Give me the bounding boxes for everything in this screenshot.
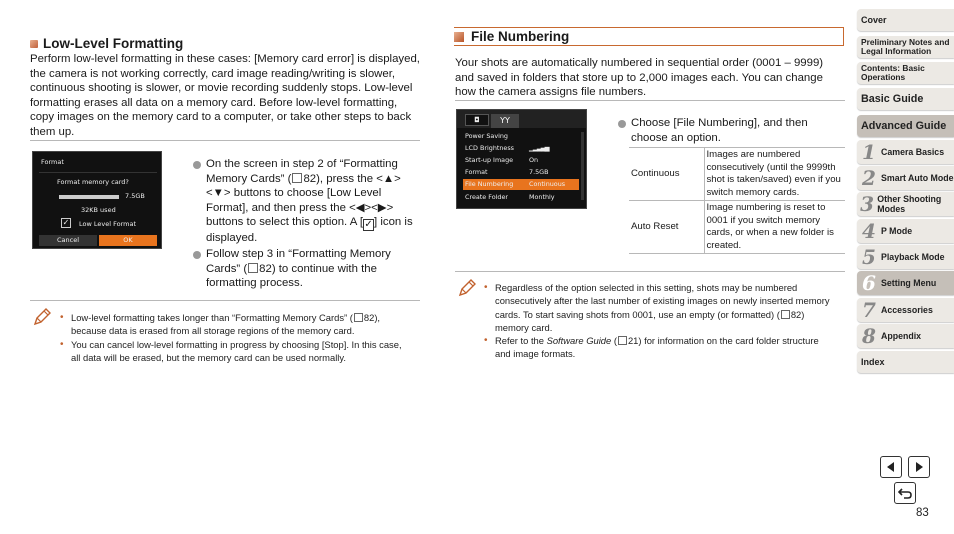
section-heading bbox=[30, 36, 420, 51]
divider bbox=[455, 100, 845, 101]
list-item: • Low-level formatting takes longer than “Formatting Memory Cards” ( 82), because data is erased from all storage regions of the memory card. bbox=[60, 311, 410, 338]
nav-chapter-1[interactable]: 1 Camera Basics bbox=[857, 140, 954, 164]
menu-row: Power Saving bbox=[465, 132, 508, 140]
nav-tab-contents[interactable]: Contents: Basic Operations bbox=[857, 62, 954, 84]
list-item: • Regardless of the option selected in this setting, shots may be numbered consecutively after the last number of existing images on newly inserted memory cards. To start saving shots from 0001, use an empty (or formatted) ( 82) memory card. bbox=[484, 281, 834, 334]
page-link[interactable]: 21 bbox=[627, 335, 639, 347]
table-row bbox=[629, 148, 845, 201]
section-title: File Numbering bbox=[471, 29, 570, 44]
section-marker-icon bbox=[454, 32, 464, 42]
menu-row: Create Folder Monthly bbox=[465, 193, 555, 201]
nav-tab-preliminary-notes[interactable]: Preliminary Notes and Legal Information bbox=[857, 36, 954, 58]
menu-row: LCD Brightness ▁▂▃▄▅ bbox=[465, 144, 549, 152]
page-link[interactable]: 82 bbox=[790, 308, 802, 320]
software-guide-title: Software Guide bbox=[546, 335, 612, 347]
section-title: Low-Level Formatting bbox=[43, 36, 184, 51]
table-cell-key: Continuous bbox=[629, 148, 704, 201]
arrow-right-icon bbox=[913, 461, 925, 473]
return-button[interactable] bbox=[894, 482, 916, 504]
file-numbering-options-table bbox=[629, 147, 845, 254]
table-cell-desc: Image numbering is reset to 0001 if you switch memory cards, or when a new folder is created. bbox=[704, 201, 845, 254]
option-label: Low Level Format bbox=[79, 220, 136, 228]
nav-tab-index[interactable]: Index bbox=[857, 351, 954, 373]
format-notes bbox=[60, 311, 410, 364]
nav-chapter-7[interactable]: 7 Accessories bbox=[857, 298, 954, 322]
nav-chapter-4[interactable]: 4 P Mode bbox=[857, 219, 954, 243]
table-cell-key: Auto Reset bbox=[629, 201, 704, 254]
reference-icon bbox=[354, 313, 363, 322]
list-item: • You can cancel low-level formatting in progress by choosing [Stop]. In this case, all data will be erased, but the memory card can be used normally. bbox=[60, 338, 410, 365]
page-link[interactable]: 82 bbox=[363, 312, 375, 323]
divider bbox=[30, 300, 420, 301]
list-item: Follow step 3 in “Formatting Memory Cards” ( 82) to continue with the formatting process. bbox=[193, 247, 423, 291]
reference-icon bbox=[781, 310, 790, 319]
divider bbox=[30, 140, 420, 141]
pencil-note-icon bbox=[457, 278, 477, 298]
settings-screen-illustration bbox=[456, 109, 587, 209]
previous-page-button[interactable] bbox=[880, 456, 902, 478]
file-numbering-notes bbox=[484, 281, 834, 361]
screen-tabs bbox=[457, 110, 586, 128]
nav-chapter-6[interactable]: 6 Setting Menu bbox=[857, 271, 954, 295]
menu-row: Format 7.5GB bbox=[465, 168, 549, 176]
table-row bbox=[629, 201, 845, 254]
screen-title: Format bbox=[41, 158, 64, 166]
format-screen-illustration bbox=[32, 151, 162, 249]
section-paragraph: Your shots are automatically numbered in sequential order (0001 – 9999) and saved in folders that store up to 2,000 images each. You can change how the camera assigns file numbers. bbox=[455, 57, 824, 98]
reference-icon bbox=[248, 263, 258, 273]
menu-row-selected: File Numbering Continuous bbox=[463, 179, 579, 190]
camera-tab-icon: ◘ bbox=[465, 114, 489, 126]
nav-tab-cover[interactable]: Cover bbox=[857, 9, 954, 31]
nav-chapter-2[interactable]: 2 Smart Auto Mode bbox=[857, 166, 954, 190]
page-link[interactable]: 82 bbox=[303, 172, 317, 185]
list-item: On the screen in step 2 of “Formatting Memory Cards” ( 82), press the <▲><▼> buttons to choose [Low Level Format], and then press the <◀><▶> buttons to select this option. A [✓] icon is displayed. bbox=[193, 157, 423, 246]
nav-chapter-8[interactable]: 8 Appendix bbox=[857, 324, 954, 348]
pencil-note-icon bbox=[32, 307, 52, 327]
capacity-bar bbox=[59, 195, 119, 199]
settings-tab-icon: ΥΥ bbox=[491, 114, 519, 128]
nav-tab-advanced-guide[interactable]: Advanced Guide bbox=[857, 115, 954, 137]
ok-button: OK bbox=[99, 235, 157, 246]
used-value: 32KB used bbox=[81, 206, 116, 214]
menu-row: Start-up Image On bbox=[465, 156, 539, 164]
section-marker-icon bbox=[30, 40, 38, 48]
return-arrow-icon bbox=[898, 487, 912, 499]
cancel-button: Cancel bbox=[39, 235, 97, 246]
format-steps bbox=[193, 157, 423, 292]
brightness-bar-icon: ▁▂▃▄▅ bbox=[529, 144, 549, 152]
next-page-button[interactable] bbox=[908, 456, 930, 478]
file-numbering-steps bbox=[618, 116, 846, 146]
page-link[interactable]: 82 bbox=[259, 262, 272, 275]
reference-icon bbox=[292, 173, 302, 183]
page-number: 83 bbox=[916, 507, 929, 519]
nav-tab-basic-guide[interactable]: Basic Guide bbox=[857, 88, 954, 110]
divider bbox=[455, 271, 845, 272]
section-paragraph: Perform low-level formatting in these cases: [Memory card error] is displayed, the camera is not working correctly, card image reading/writing is slower, continuous shooting is slower, or movie recording suddenly stops. Low-level formatting erases all data on a memory card. Before low-level formatting, copy images on the memory card to a computer, or take other steps to back them up. bbox=[30, 53, 420, 138]
arrow-left-icon bbox=[885, 461, 897, 473]
scrollbar bbox=[581, 132, 584, 200]
table-cell-desc: Images are numbered consecutively (until the 9999th shot is taken/saved) even if you switch memory cards. bbox=[704, 148, 845, 201]
checkmark-icon: ✓ bbox=[364, 219, 373, 231]
screen-question: Format memory card? bbox=[57, 178, 129, 186]
checkbox-icon: ✓ bbox=[62, 218, 70, 227]
list-item: Choose [File Numbering], and then choose an option. bbox=[618, 116, 846, 145]
list-item: • Refer to the Software Guide ( 21) for information on the card folder structure and image formats. bbox=[484, 334, 834, 361]
file-numbering-heading bbox=[454, 27, 844, 46]
low-level-formatting-section bbox=[30, 36, 420, 139]
capacity-value: 7.5GB bbox=[125, 192, 145, 200]
reference-icon bbox=[618, 336, 627, 345]
nav-chapter-3[interactable]: 3 Other Shooting Modes bbox=[857, 192, 954, 216]
nav-chapter-5[interactable]: 5 Playback Mode bbox=[857, 245, 954, 269]
